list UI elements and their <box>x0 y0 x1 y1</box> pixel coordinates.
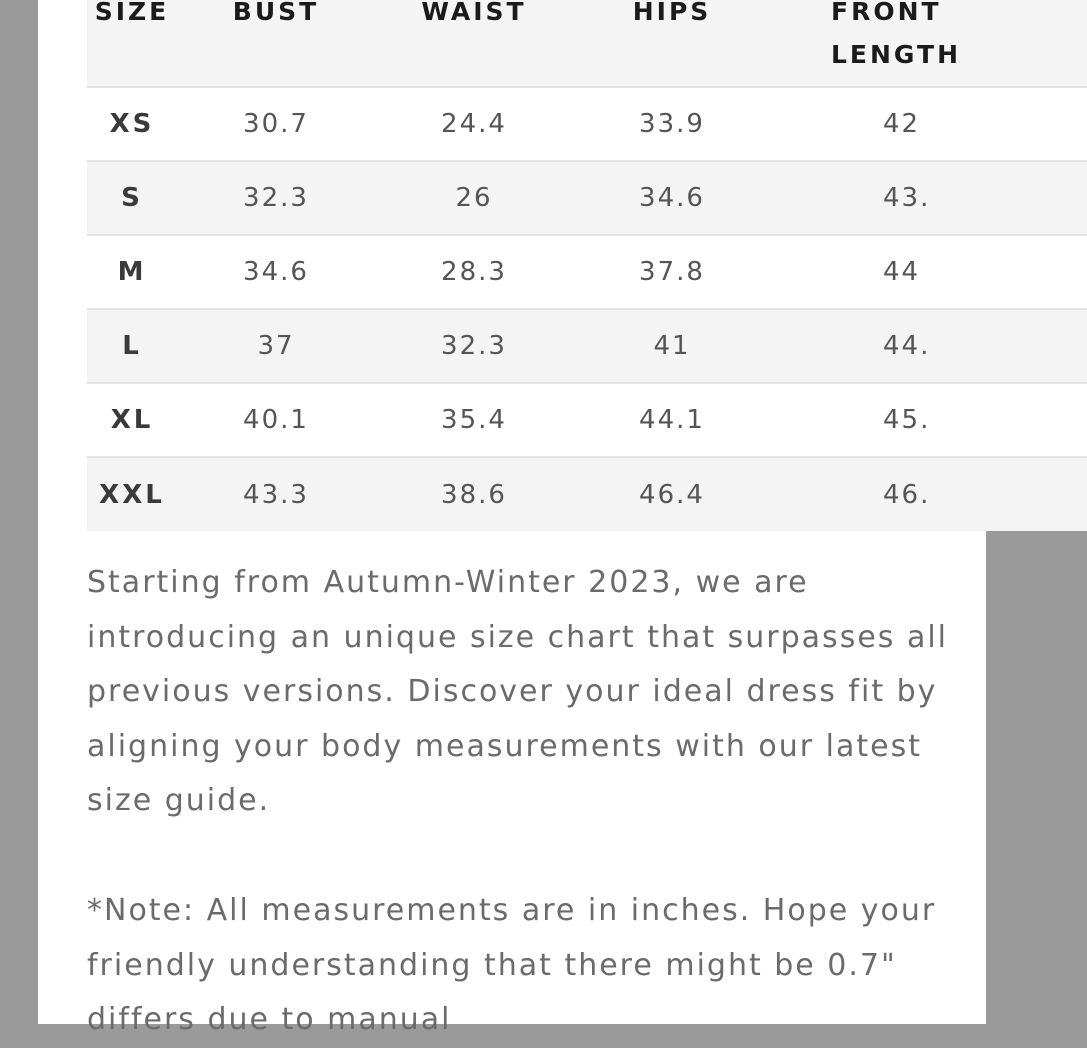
table-row <box>87 309 1087 383</box>
bust-cell: 32.3 <box>243 183 309 213</box>
hips-cell: 46.4 <box>639 479 705 510</box>
front-length-cell: 42 <box>883 109 921 139</box>
table-row <box>87 87 1087 161</box>
front-length-cell: 46. <box>883 479 931 510</box>
measurement-note: *Note: All measurements are in inches. Hope your friendly understanding that there might be 0.7" differs due to manual <box>87 893 937 1037</box>
header-waist: WAIST <box>375 0 573 87</box>
header-hips: HIPS <box>573 0 771 87</box>
waist-cell: 28.3 <box>441 257 507 287</box>
table-row <box>87 457 1087 531</box>
size-chart-description: Starting from Autumn-Winter 2023, we are introducing an unique size chart that surpasses all previous versions. Discover your ideal dress fit by aligning your body measurements with our latest size guide. <box>87 565 948 818</box>
header-front-length: FRONT LENGTH <box>771 0 1087 87</box>
bust-cell: 43.3 <box>243 479 309 510</box>
hips-cell: 41 <box>653 331 691 361</box>
size-cell: XS <box>109 109 155 139</box>
size-cell: L <box>122 331 142 361</box>
waist-cell: 26 <box>455 183 493 213</box>
size-cell: XL <box>110 405 154 435</box>
front-length-cell: 44. <box>883 331 931 361</box>
waist-cell: 35.4 <box>441 405 507 435</box>
size-chart-table <box>87 0 1087 531</box>
bust-cell: 34.6 <box>243 257 309 287</box>
front-length-cell: 44 <box>883 257 921 287</box>
size-chart-header-row <box>87 0 1087 87</box>
front-length-cell: 45. <box>883 405 931 435</box>
header-size: SIZE <box>87 0 177 87</box>
size-cell: S <box>121 183 143 213</box>
bust-cell: 30.7 <box>243 109 309 139</box>
size-cell: M <box>117 257 147 287</box>
bust-cell: 40.1 <box>243 405 309 435</box>
header-bust: BUST <box>177 0 375 87</box>
page <box>38 0 986 1037</box>
waist-cell: 32.3 <box>441 331 507 361</box>
size-cell: XXL <box>99 479 165 510</box>
front-length-cell: 43. <box>883 183 931 213</box>
bust-cell: 37 <box>257 331 295 361</box>
waist-cell: 38.6 <box>441 479 507 510</box>
size-chart-table-wrapper <box>87 0 961 531</box>
table-row <box>87 161 1087 235</box>
table-row <box>87 383 1087 457</box>
hips-cell: 34.6 <box>639 183 705 213</box>
table-row <box>87 235 1087 309</box>
hips-cell: 33.9 <box>639 109 705 139</box>
waist-cell: 24.4 <box>441 109 507 139</box>
hips-cell: 37.8 <box>639 257 705 287</box>
hips-cell: 44.1 <box>639 405 705 435</box>
